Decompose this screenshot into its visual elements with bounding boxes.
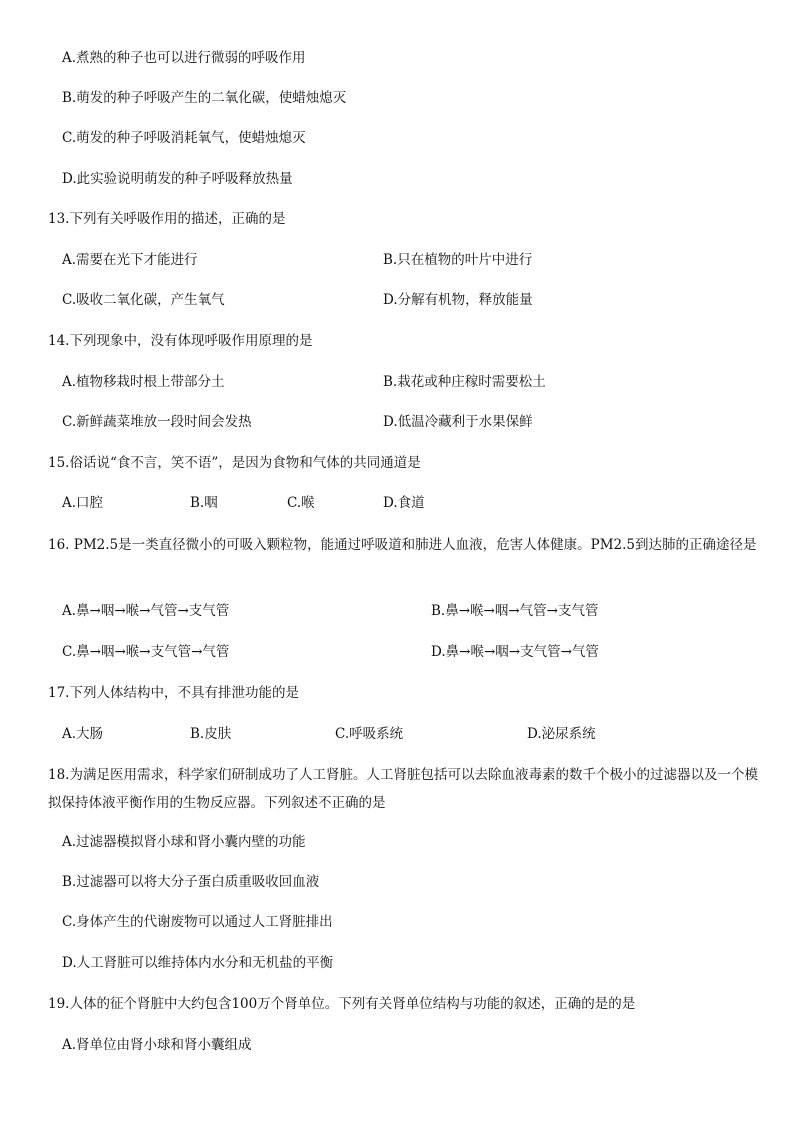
q18-option-a: A.过滤器模拟肾小球和肾小囊内壁的功能	[62, 834, 306, 850]
q18-option-d: D.人工肾脏可以维持体内水分和无机盐的平衡	[62, 955, 334, 971]
q15-option-a: A.口腔	[62, 495, 104, 511]
q12-option-a: A.煮熟的种子也可以进行微弱的呼吸作用	[62, 50, 306, 66]
q15-option-b: B.咽	[190, 495, 218, 511]
q14-option-a: A.植物移栽时根上带部分土	[62, 374, 225, 390]
q13-stem: 13.下列有关呼吸作用的描述，正确的是	[48, 211, 286, 227]
q16-option-a: A.鼻→咽→喉→气管→支气管	[62, 603, 230, 619]
q15-option-c: C.喉	[287, 495, 315, 511]
q14-stem: 14.下列现象中，没有体现呼吸作用原理的是	[48, 333, 313, 349]
q19-option-a: A.肾单位由肾小球和肾小囊组成	[62, 1037, 252, 1053]
q15-stem: 15.俗话说“食不言，笑不语”，是因为食物和气体的共同通道是	[48, 455, 421, 471]
q17-option-a: A.大肠	[62, 726, 104, 742]
q18-stem: 18.为满足医用需求，科学家们研制成功了人工肾脏。人工肾脏包括可以去除血液毒素的数千个极小的过滤器以及一个模拟保持体液平衡作用的生物反应器。下列叙述不正确的是	[48, 767, 758, 811]
q13-option-c: C.吸收二氧化碳，产生氧气	[62, 292, 225, 308]
q18-option-b: B.过滤器可以将大分子蛋白质重吸收回血液	[62, 874, 320, 890]
q13-option-d: D.分解有机物，释放能量	[383, 292, 533, 308]
q17-option-c: C.呼吸系统	[335, 726, 404, 742]
q13-option-b: B.只在植物的叶片中进行	[383, 252, 533, 268]
q17-option-b: B.皮肤	[190, 726, 232, 742]
q16-stem: 16. PM2.5是一类直径微小的可吸入颗粒物，能通过呼吸道和肺进人血液，危害人体健康。PM2.5到达肺的正确途径是	[48, 537, 757, 553]
q14-option-c: C.新鲜蔬菜堆放一段时间会发热	[62, 414, 252, 430]
q14-option-b: B.栽花或种庄稼时需要松土	[383, 374, 546, 390]
q12-option-d: D.此实验说明萌发的种子呼吸释放热量	[62, 171, 293, 187]
q15-option-d: D.食道	[383, 495, 425, 511]
q14-option-d: D.低温冷藏利于水果保鲜	[383, 414, 533, 430]
q12-option-c: C.萌发的种子呼吸消耗氧气，使蜡烛熄灭	[62, 130, 306, 146]
q12-option-b: B.萌发的种子呼吸产生的二氧化碳，使蜡烛熄灭	[62, 90, 347, 106]
q17-option-d: D.泌尿系统	[527, 726, 596, 742]
q16-option-c: C.鼻→咽→喉→支气管→气管	[62, 644, 230, 660]
q13-option-a: A.需要在光下才能进行	[62, 252, 198, 268]
q17-stem: 17.下列人体结构中，不具有排泄功能的是	[48, 685, 299, 701]
q19-stem: 19.人体的征个肾脏中大约包含100万个肾单位。下列有关肾单位结构与功能的叙述，正确的是的是	[48, 996, 636, 1012]
q16-option-b: B.鼻→喉→咽→气管→支气管	[431, 603, 599, 619]
q16-option-d: D.鼻→喉→咽→支气管→气管	[431, 644, 599, 660]
q18-option-c: C.身体产生的代谢废物可以通过人工肾脏排出	[62, 914, 333, 930]
